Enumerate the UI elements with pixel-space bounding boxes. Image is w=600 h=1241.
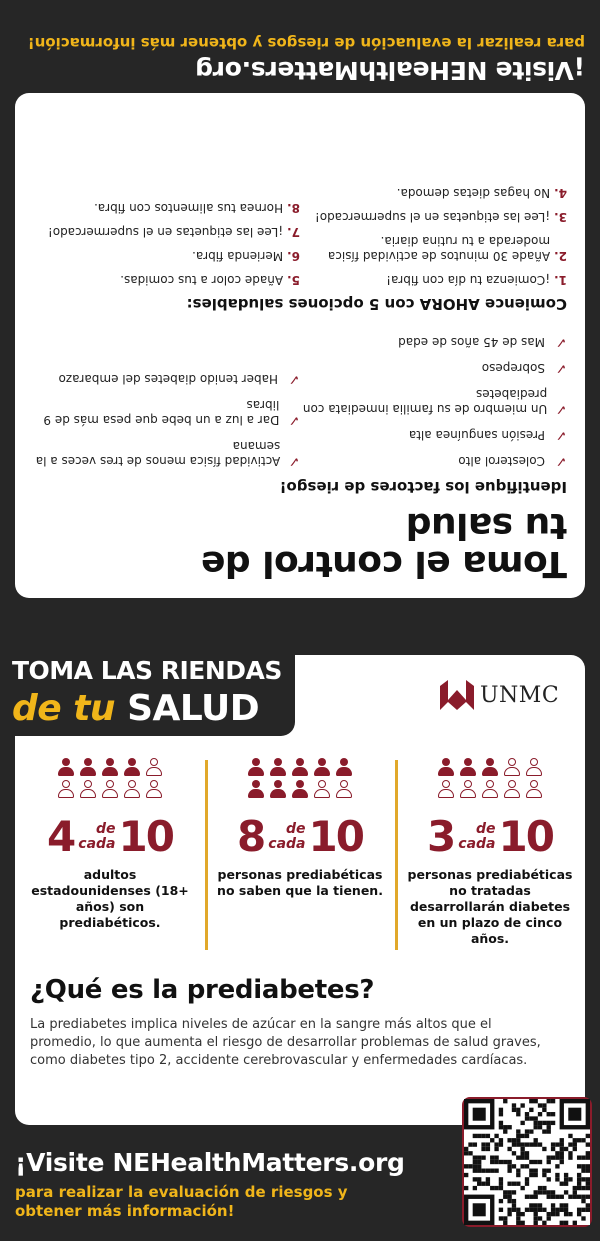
person-filled-icon xyxy=(79,758,97,776)
person-outline-icon xyxy=(525,780,543,798)
person-outline-icon xyxy=(503,758,521,776)
person-filled-icon xyxy=(335,758,353,776)
person-head xyxy=(62,780,70,788)
person-outline-icon xyxy=(57,780,75,798)
person-body xyxy=(526,767,542,776)
person-head xyxy=(252,780,260,788)
person-filled-icon xyxy=(269,780,287,798)
stat-number: 3 xyxy=(427,812,456,861)
person-body xyxy=(270,767,286,776)
person-head xyxy=(340,780,348,788)
stat-ratio xyxy=(205,812,395,861)
person-outline-icon xyxy=(79,780,97,798)
option-item xyxy=(33,248,300,263)
people-icon-grid xyxy=(395,758,585,798)
person-body xyxy=(482,767,498,776)
stat-block xyxy=(15,750,205,947)
person-filled-icon xyxy=(269,758,287,776)
stat-cada: cada xyxy=(458,835,496,852)
person-filled-icon xyxy=(101,758,119,776)
option-text: ¡Lee las etiquetas en el supermercado! xyxy=(47,225,284,239)
risk-item-text: Sobrepeso xyxy=(481,361,545,375)
stat-cada: cada xyxy=(268,835,306,852)
option-number: 3. xyxy=(554,210,567,224)
person-head xyxy=(464,780,472,788)
option-item xyxy=(33,224,300,239)
risk-item xyxy=(33,397,300,427)
person-outline-icon xyxy=(503,780,521,798)
brand-line2-b: SALUD xyxy=(127,688,260,729)
person-head xyxy=(486,780,494,788)
risk-item xyxy=(300,386,567,416)
person-filled-icon xyxy=(481,758,499,776)
person-body xyxy=(270,789,286,798)
person-head xyxy=(274,780,282,788)
person-body xyxy=(504,767,520,776)
check-icon: ✓ xyxy=(288,371,300,387)
risk-item-text: Dar a luz a un bebe que pesa más de 9 libras xyxy=(43,398,280,427)
person-body xyxy=(504,789,520,798)
brand-line2-a: de tu xyxy=(12,688,116,729)
stats-row xyxy=(15,750,585,947)
bottom-footer xyxy=(15,1148,405,1221)
person-body xyxy=(102,767,118,776)
person-body xyxy=(336,789,352,798)
person-body xyxy=(314,767,330,776)
stat-number: 8 xyxy=(237,812,266,861)
person-body xyxy=(80,767,96,776)
person-body xyxy=(314,789,330,798)
person-filled-icon xyxy=(437,758,455,776)
stat-de-cada xyxy=(458,822,495,852)
check-icon: ✓ xyxy=(555,334,567,350)
person-outline-icon xyxy=(145,758,163,776)
person-body xyxy=(248,789,264,798)
options-column-left xyxy=(300,176,567,287)
person-head xyxy=(296,758,304,766)
person-body xyxy=(248,767,264,776)
person-head xyxy=(150,780,158,788)
risk-item-text: Actividad física menos de tres veces a la semana xyxy=(35,439,281,468)
brand-line1: TOMA LAS RIENDAS xyxy=(12,656,282,685)
person-body xyxy=(482,789,498,798)
person-head xyxy=(508,780,516,788)
person-filled-icon xyxy=(247,758,265,776)
option-item xyxy=(33,272,300,287)
person-body xyxy=(146,789,162,798)
risk-item xyxy=(33,438,300,468)
person-outline-icon xyxy=(145,780,163,798)
stat-description: adultos estadounidenses (18+ años) son prediabéticos. xyxy=(31,867,189,930)
stat-block xyxy=(205,750,395,947)
stat-total: 10 xyxy=(308,812,363,861)
options-heading: Comience AHORA con 5 opciones saludables: xyxy=(186,295,567,313)
people-icon-grid xyxy=(15,758,205,798)
person-head xyxy=(274,758,282,766)
stat-description: personas prediabéticas no saben que la tienen. xyxy=(217,867,383,898)
top-title-line1: Toma el control de xyxy=(201,543,567,584)
option-text: Añade 30 minutos de actividad física moderada a tu rutina diaria. xyxy=(327,234,551,263)
person-body xyxy=(58,789,74,798)
person-body xyxy=(292,789,308,798)
check-icon: ✓ xyxy=(555,427,567,443)
bottom-visit-sub-line1: para realizar la evaluación de riesgos y xyxy=(15,1183,348,1201)
person-body xyxy=(146,767,162,776)
top-title-line2: tu salud xyxy=(406,505,567,546)
person-body xyxy=(438,789,454,798)
person-head xyxy=(340,758,348,766)
risk-item-text: Mas de 45 años de edad xyxy=(398,335,545,349)
risk-column-right xyxy=(33,323,300,468)
risk-item xyxy=(300,453,567,468)
unmc-n-icon xyxy=(440,680,474,710)
stat-ratio xyxy=(15,812,205,861)
person-body xyxy=(526,789,542,798)
person-head xyxy=(106,758,114,766)
person-body xyxy=(460,767,476,776)
option-text: Merienda fibra. xyxy=(192,249,284,263)
person-outline-icon xyxy=(525,758,543,776)
person-head xyxy=(442,780,450,788)
option-number: 6. xyxy=(287,249,300,263)
option-text: Hornea tus alimentos con fibra. xyxy=(94,201,284,215)
person-head xyxy=(62,758,70,766)
person-head xyxy=(84,758,92,766)
person-filled-icon xyxy=(313,758,331,776)
person-body xyxy=(292,767,308,776)
stat-total: 10 xyxy=(118,812,173,861)
person-outline-icon xyxy=(123,780,141,798)
bottom-visit-link[interactable]: ¡Visite NEHealthMatters.org xyxy=(15,1148,405,1177)
check-icon: ✓ xyxy=(555,360,567,376)
option-text: ¡Comienza tu día con fibra! xyxy=(386,273,551,287)
person-body xyxy=(80,789,96,798)
person-head xyxy=(128,758,136,766)
top-card xyxy=(15,93,585,598)
option-number: 4. xyxy=(554,186,567,200)
unmc-logo xyxy=(440,680,559,710)
person-head xyxy=(84,780,92,788)
risk-heading: Identifique los factores de riesgo! xyxy=(279,478,567,496)
options-column-right xyxy=(33,176,300,287)
person-filled-icon xyxy=(123,758,141,776)
question-title: ¿Qué es la prediabetes? xyxy=(30,975,375,1005)
option-text: Añade color a tus comidas. xyxy=(120,273,284,287)
top-visit-sub: para realizar la evaluación de riesgos y obtener más información! xyxy=(27,34,585,52)
options-list xyxy=(33,176,567,287)
top-footer xyxy=(15,33,585,85)
option-item xyxy=(300,209,567,224)
person-head xyxy=(464,758,472,766)
person-head xyxy=(486,758,494,766)
risk-column-left xyxy=(300,323,567,468)
person-head xyxy=(530,780,538,788)
option-item xyxy=(300,185,567,200)
stat-number: 4 xyxy=(47,812,76,861)
bottom-visit-sub-line2: obtener más información! xyxy=(15,1202,235,1220)
person-head xyxy=(508,758,516,766)
person-head xyxy=(530,758,538,766)
option-number: 2. xyxy=(554,249,567,263)
risk-item xyxy=(33,371,300,386)
check-icon: ✓ xyxy=(555,401,567,417)
unmc-logo-text: UNMC xyxy=(480,682,560,708)
person-body xyxy=(460,789,476,798)
bottom-visit-sub xyxy=(15,1183,405,1221)
risk-list xyxy=(33,323,567,468)
option-item xyxy=(300,272,567,287)
person-body xyxy=(124,789,140,798)
check-icon: ✓ xyxy=(288,453,300,469)
risk-item-text: Colesterol alto xyxy=(458,454,545,468)
option-text: ¡Lee las etiquetas en el supermercado! xyxy=(314,210,551,224)
stat-total: 10 xyxy=(498,812,553,861)
person-body xyxy=(124,767,140,776)
top-panel-rotated xyxy=(0,0,600,620)
stat-description: personas prediabéticas no tratadas desarrollarán diabetes en un plazo de cinco años. xyxy=(407,867,573,946)
question-body: La prediabetes implica niveles de azúcar en la sangre más altos que el promedio, lo que aumenta el riesgo de desarrollar problemas de salud graves, como diabetes tipo 2, accidente cerebrovascular y enfermedades cardíacas. xyxy=(30,1017,541,1068)
person-head xyxy=(252,758,260,766)
person-head xyxy=(442,758,450,766)
stat-cada: cada xyxy=(78,835,116,852)
risk-item-text: Presión sanguínea alta xyxy=(408,428,545,442)
risk-item xyxy=(300,360,567,375)
option-item xyxy=(33,200,300,215)
risk-item-text: Un miembro de su familia inmediata con prediabetes xyxy=(302,387,548,416)
person-head xyxy=(106,780,114,788)
person-filled-icon xyxy=(291,780,309,798)
stat-ratio xyxy=(395,812,585,861)
person-body xyxy=(58,767,74,776)
stat-de: de xyxy=(475,820,496,837)
check-icon: ✓ xyxy=(555,453,567,469)
person-outline-icon xyxy=(437,780,455,798)
qr-code-icon xyxy=(464,1099,590,1225)
person-head xyxy=(128,780,136,788)
option-number: 7. xyxy=(287,225,300,239)
person-head xyxy=(296,780,304,788)
option-number: 1. xyxy=(554,273,567,287)
option-text: No hagas dietas demoda. xyxy=(396,186,551,200)
person-outline-icon xyxy=(335,780,353,798)
brand-banner xyxy=(0,650,295,736)
person-outline-icon xyxy=(313,780,331,798)
risk-item xyxy=(300,427,567,442)
person-filled-icon xyxy=(57,758,75,776)
stat-de-cada xyxy=(268,822,305,852)
option-item xyxy=(300,233,567,263)
stat-de: de xyxy=(285,820,306,837)
person-head xyxy=(150,758,158,766)
stat-block xyxy=(395,750,585,947)
top-title xyxy=(15,506,567,582)
person-filled-icon xyxy=(291,758,309,776)
check-icon: ✓ xyxy=(288,412,300,428)
top-visit-link[interactable]: ¡Visite NEHealthMatters.org xyxy=(195,56,585,85)
risk-item-text: Haber tenido diabetes del embarazo xyxy=(58,372,278,386)
person-filled-icon xyxy=(459,758,477,776)
person-outline-icon xyxy=(459,780,477,798)
risk-item xyxy=(300,334,567,349)
option-number: 8. xyxy=(287,201,300,215)
brand-line2 xyxy=(12,688,259,729)
option-number: 5. xyxy=(287,273,300,287)
person-head xyxy=(318,758,326,766)
person-body xyxy=(102,789,118,798)
person-body xyxy=(336,767,352,776)
qr-code[interactable] xyxy=(462,1097,592,1227)
stat-de: de xyxy=(95,820,116,837)
stat-de-cada xyxy=(78,822,115,852)
person-outline-icon xyxy=(101,780,119,798)
people-icon-grid xyxy=(205,758,395,798)
person-body xyxy=(438,767,454,776)
person-head xyxy=(318,780,326,788)
person-filled-icon xyxy=(247,780,265,798)
person-outline-icon xyxy=(481,780,499,798)
